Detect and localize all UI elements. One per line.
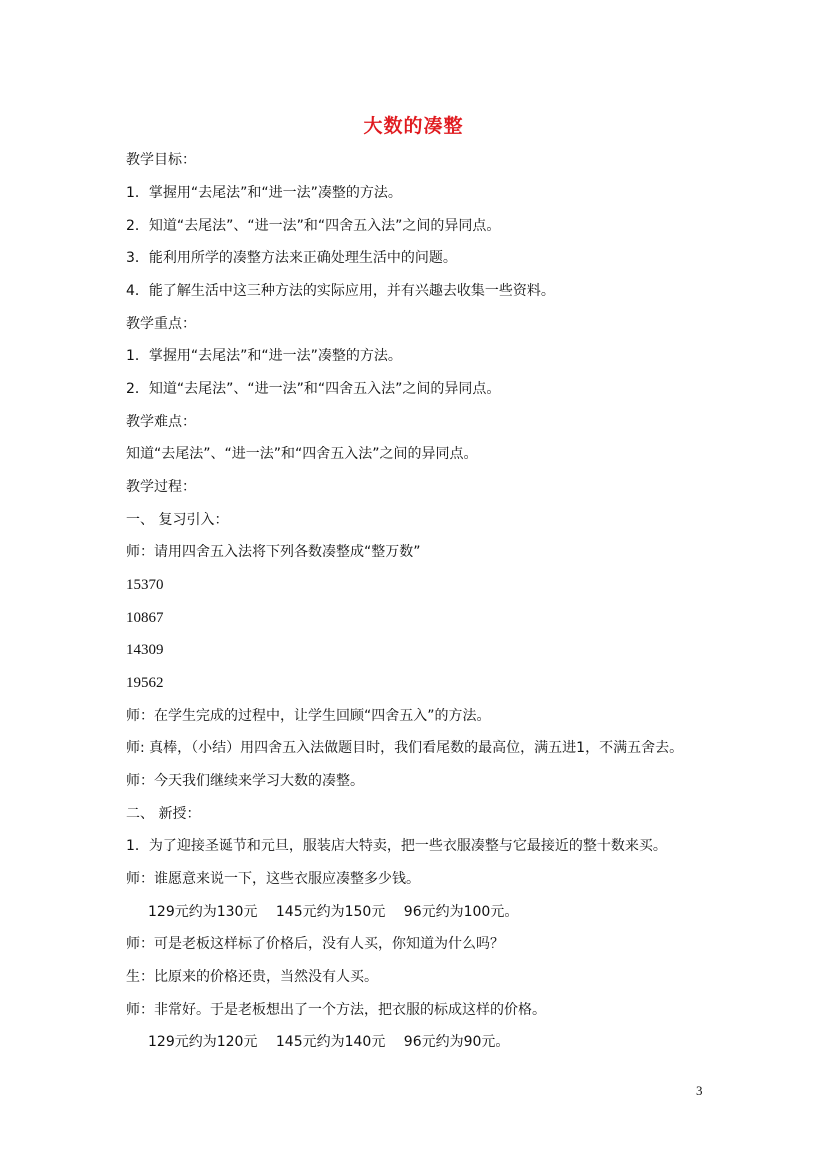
number-line: 10867 [126,610,164,626]
text-line: 师: 真棒，（小结）用四舍五入法做题目时，我们看尾数的最高位，满五进1，不满五舍去。 [126,740,684,756]
text-line: 知道“去尾法”、“进一法”和“四舍五入法”之间的异同点。 [126,446,478,462]
text-line: 师：今天我们继续来学习大数的凑整。 [126,773,364,789]
number-line: 19562 [126,675,164,691]
price-line: 129元约为130元 145元约为150元 96元约为100元。 [148,904,519,920]
text-line: 4．能了解生活中这三种方法的实际应用，并有兴趣去收集一些资料。 [126,283,555,299]
number-line: 14309 [126,642,164,658]
section-heading: 教学目标： [126,152,196,168]
section-heading: 教学过程： [126,479,196,495]
page-number: 3 [696,1083,703,1098]
section-heading: 教学难点： [126,414,196,430]
section-heading: 教学重点： [126,316,196,332]
price-line: 129元约为120元 145元约为140元 96元约为90元。 [148,1034,510,1050]
number-line: 15370 [126,577,164,593]
text-line: 师：在学生完成的过程中，让学生回顾“四舍五入”的方法。 [126,708,491,724]
text-line: 1．掌握用“去尾法”和“进一法”凑整的方法。 [126,185,402,201]
text-line: 生：比原来的价格还贵，当然没有人买。 [126,969,378,985]
text-line: 2．知道“去尾法”、“进一法”和“四舍五入法”之间的异同点。 [126,381,501,397]
text-line: 1．掌握用“去尾法”和“进一法”凑整的方法。 [126,348,402,364]
text-line: 一、 复习引入： [126,512,229,528]
text-line: 3．能利用所学的凑整方法来正确处理生活中的问题。 [126,250,457,266]
text-line: 1．为了迎接圣诞节和元旦，服装店大特卖，把一些衣服凑整与它最接近的整十数来买。 [126,838,667,854]
section-heading: 二、 新授： [126,806,201,822]
text-line: 师：请用四舍五入法将下列各数凑整成“整万数” [126,544,421,560]
text-line: 师：非常好。于是老板想出了一个方法，把衣服的标成这样的价格。 [126,1002,546,1018]
text-line: 师：可是老板这样标了价格后，没有人买，你知道为什么吗？ [126,936,504,952]
text-line: 师：谁愿意来说一下，这些衣服应凑整多少钱。 [126,871,420,887]
text-line: 2．知道“去尾法”、“进一法”和“四舍五入法”之间的异同点。 [126,218,501,234]
page-title: 大数的凑整 [363,115,464,137]
